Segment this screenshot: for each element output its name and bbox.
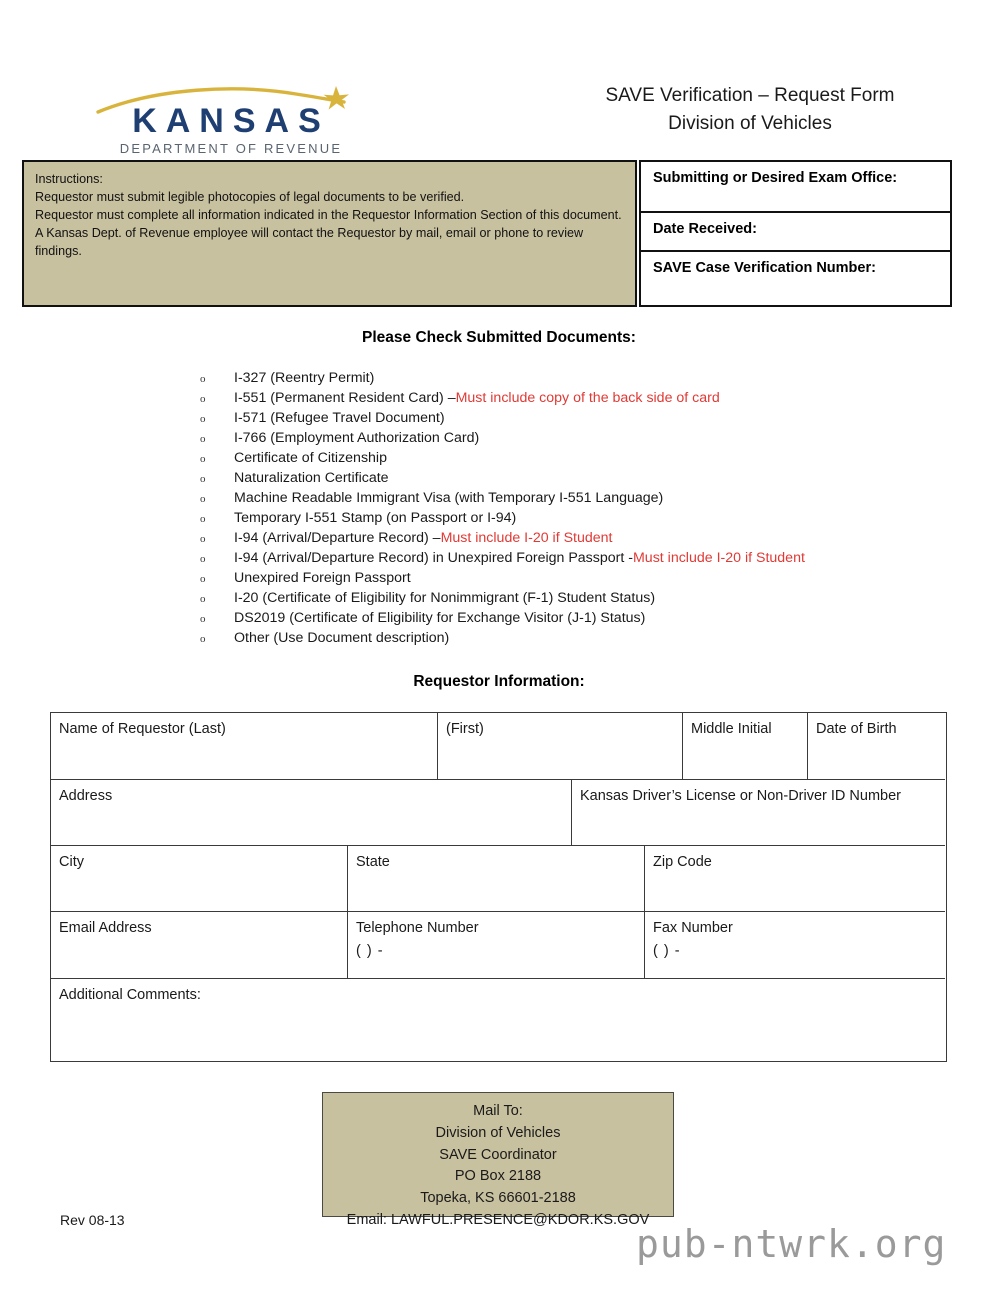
checklist-item[interactable] bbox=[200, 510, 960, 530]
checklist-item-label: I-551 (Permanent Resident Card) – bbox=[234, 390, 456, 406]
table-row bbox=[51, 912, 946, 979]
field-city[interactable] bbox=[51, 846, 348, 912]
checklist-item[interactable] bbox=[200, 610, 960, 630]
logo-subtitle: DEPARTMENT OF REVENUE bbox=[119, 141, 343, 156]
field-additional-comments[interactable] bbox=[51, 979, 945, 1061]
checkbox-circle-icon[interactable]: o bbox=[200, 493, 206, 505]
field-drivers-license[interactable] bbox=[572, 780, 945, 846]
field-date-of-birth-label: Date of Birth bbox=[816, 721, 897, 737]
field-name-last-label: Name of Requestor (Last) bbox=[59, 721, 226, 737]
checklist-item-note: Must include copy of the back side of card bbox=[455, 390, 720, 406]
checkbox-circle-icon[interactable]: o bbox=[200, 533, 206, 545]
mail-to-line-1: Mail To: bbox=[473, 1103, 523, 1119]
checkbox-circle-icon[interactable]: o bbox=[200, 453, 206, 465]
field-fax-number[interactable] bbox=[645, 912, 945, 979]
document-header bbox=[0, 0, 998, 160]
checkbox-circle-icon[interactable]: o bbox=[200, 613, 206, 625]
field-zip-code[interactable] bbox=[645, 846, 945, 912]
checklist-item-label: I-766 (Employment Authorization Card) bbox=[234, 430, 480, 446]
field-fax-number-label: Fax Number bbox=[653, 920, 733, 936]
field-name-first-label: (First) bbox=[446, 721, 484, 737]
checkbox-circle-icon[interactable]: o bbox=[200, 633, 206, 645]
checklist-item[interactable] bbox=[200, 630, 960, 650]
checklist-item[interactable] bbox=[200, 430, 960, 450]
checklist-item[interactable] bbox=[200, 470, 960, 490]
field-additional-comments-label: Additional Comments: bbox=[59, 987, 201, 1003]
checklist-item[interactable] bbox=[200, 530, 960, 550]
watermark: pub-ntwrk.org bbox=[636, 1222, 947, 1266]
field-date-received-label: Date Received: bbox=[653, 221, 757, 237]
field-save-case-number-label: SAVE Case Verification Number: bbox=[653, 260, 876, 276]
instructions-box bbox=[22, 160, 637, 307]
checklist-item-label: I-571 (Refugee Travel Document) bbox=[234, 410, 445, 426]
kansas-dor-logo bbox=[96, 82, 366, 160]
checkbox-circle-icon[interactable]: o bbox=[200, 393, 206, 405]
office-fields-group bbox=[639, 160, 952, 307]
mail-to-line-5: Topeka, KS 66601-2188 bbox=[420, 1190, 576, 1206]
mail-to-line-3: SAVE Coordinator bbox=[439, 1146, 557, 1163]
checklist-item-note: Must include I-20 if Student bbox=[632, 550, 805, 566]
instructions-line-3: A Kansas Dept. of Revenue employee will contact the Requestor by mail, email or phone to review findings. bbox=[35, 225, 584, 258]
checklist-item-label: Unexpired Foreign Passport bbox=[234, 570, 411, 586]
mail-to-line-4: PO Box 2188 bbox=[454, 1168, 542, 1185]
checkbox-circle-icon[interactable]: o bbox=[200, 413, 206, 425]
field-save-case-number[interactable] bbox=[639, 252, 952, 307]
field-email-address-label: Email Address bbox=[59, 920, 152, 936]
page-title-line1: SAVE Verification – Request Form bbox=[605, 85, 895, 106]
table-row bbox=[51, 979, 946, 1061]
checkbox-circle-icon[interactable]: o bbox=[200, 553, 206, 565]
checklist-item[interactable] bbox=[200, 370, 960, 390]
checklist-item-label: Machine Readable Immigrant Visa (with Temporary I-551 Language) bbox=[234, 490, 664, 506]
checklist-item-label: I-20 (Certificate of Eligibility for Nonimmigrant (F-1) Student Status) bbox=[234, 590, 656, 606]
checkbox-circle-icon[interactable]: o bbox=[200, 473, 206, 485]
checklist-item[interactable] bbox=[200, 410, 960, 430]
revision-label: Rev 08-13 bbox=[60, 1212, 125, 1228]
field-telephone-number-label: Telephone Number bbox=[356, 920, 479, 936]
checklist-item-label: Temporary I-551 Stamp (on Passport or I-94) bbox=[234, 510, 517, 526]
field-state[interactable] bbox=[348, 846, 645, 912]
field-date-received[interactable] bbox=[639, 213, 952, 252]
instructions-line-2: Requestor must complete all information indicated in the Requestor Information Section of this document. bbox=[35, 207, 622, 222]
mail-to-line-2: Division of Vehicles bbox=[435, 1124, 561, 1141]
field-address[interactable] bbox=[51, 780, 572, 846]
field-city-label: City bbox=[59, 854, 84, 870]
checklist-item-label: Certificate of Citizenship bbox=[234, 450, 387, 466]
mail-to-box bbox=[322, 1092, 674, 1228]
instructions-heading: Instructions: bbox=[35, 172, 103, 186]
checklist-item-label: I-94 (Arrival/Departure Record) – bbox=[234, 530, 441, 546]
field-state-label: State bbox=[356, 854, 390, 870]
checklist-item[interactable] bbox=[200, 550, 960, 570]
checklist-heading: Please Check Submitted Documents: bbox=[362, 329, 636, 346]
page-title bbox=[520, 82, 980, 137]
checklist-item[interactable] bbox=[200, 590, 960, 610]
checklist-item[interactable] bbox=[200, 570, 960, 590]
field-telephone-number[interactable] bbox=[348, 912, 645, 979]
checklist-item[interactable] bbox=[200, 490, 960, 510]
submitted-documents-checklist bbox=[200, 370, 960, 650]
table-row bbox=[51, 846, 946, 912]
field-date-of-birth[interactable] bbox=[808, 713, 945, 780]
checklist-item-label: I-327 (Reentry Permit) bbox=[234, 370, 375, 386]
field-drivers-license-label: Kansas Driver’s License or Non-Driver ID Number bbox=[580, 788, 901, 804]
checklist-item[interactable] bbox=[200, 390, 960, 410]
requestor-information-table bbox=[50, 712, 947, 1062]
checkbox-circle-icon[interactable]: o bbox=[200, 573, 206, 585]
field-exam-office[interactable] bbox=[639, 160, 952, 213]
checkbox-circle-icon[interactable]: o bbox=[200, 433, 206, 445]
checklist-item-note: Must include I-20 if Student bbox=[440, 530, 613, 546]
checkbox-circle-icon[interactable]: o bbox=[200, 593, 206, 605]
checklist-item-label: DS2019 (Certificate of Eligibility for Exchange Visitor (J-1) Status) bbox=[234, 610, 646, 626]
field-exam-office-label: Submitting or Desired Exam Office: bbox=[653, 170, 898, 186]
table-row bbox=[51, 780, 946, 846]
checklist-item-label: I-94 (Arrival/Departure Record) in Unexpired Foreign Passport - bbox=[234, 550, 633, 566]
field-zip-code-label: Zip Code bbox=[653, 854, 712, 870]
field-name-last[interactable] bbox=[51, 713, 438, 780]
page-title-line2: Division of Vehicles bbox=[668, 112, 832, 134]
checkbox-circle-icon[interactable]: o bbox=[200, 513, 206, 525]
field-address-label: Address bbox=[59, 788, 113, 804]
header-info-table bbox=[22, 160, 952, 309]
field-name-first[interactable] bbox=[438, 713, 683, 780]
logo-wordmark: KANSAS bbox=[132, 102, 330, 140]
requestor-information-heading: Requestor Information: bbox=[413, 673, 585, 690]
field-fax-mask: ( ) - bbox=[653, 943, 681, 959]
checklist-item[interactable] bbox=[200, 450, 960, 470]
checkbox-circle-icon[interactable]: o bbox=[200, 373, 206, 385]
instructions-line-1: Requestor must submit legible photocopies of legal documents to be verified. bbox=[35, 189, 465, 204]
field-email-address[interactable] bbox=[51, 912, 348, 979]
field-middle-initial-label: Middle Initial bbox=[691, 721, 772, 737]
field-telephone-mask: ( ) - bbox=[356, 943, 384, 959]
table-row bbox=[51, 713, 946, 780]
field-middle-initial[interactable] bbox=[683, 713, 808, 780]
checklist-item-label: Naturalization Certificate bbox=[234, 470, 389, 486]
checklist-item-label: Other (Use Document description) bbox=[234, 630, 450, 646]
mail-to-line-6: Email: LAWFUL.PRESENCE@KDOR.KS.GOV bbox=[346, 1211, 650, 1228]
